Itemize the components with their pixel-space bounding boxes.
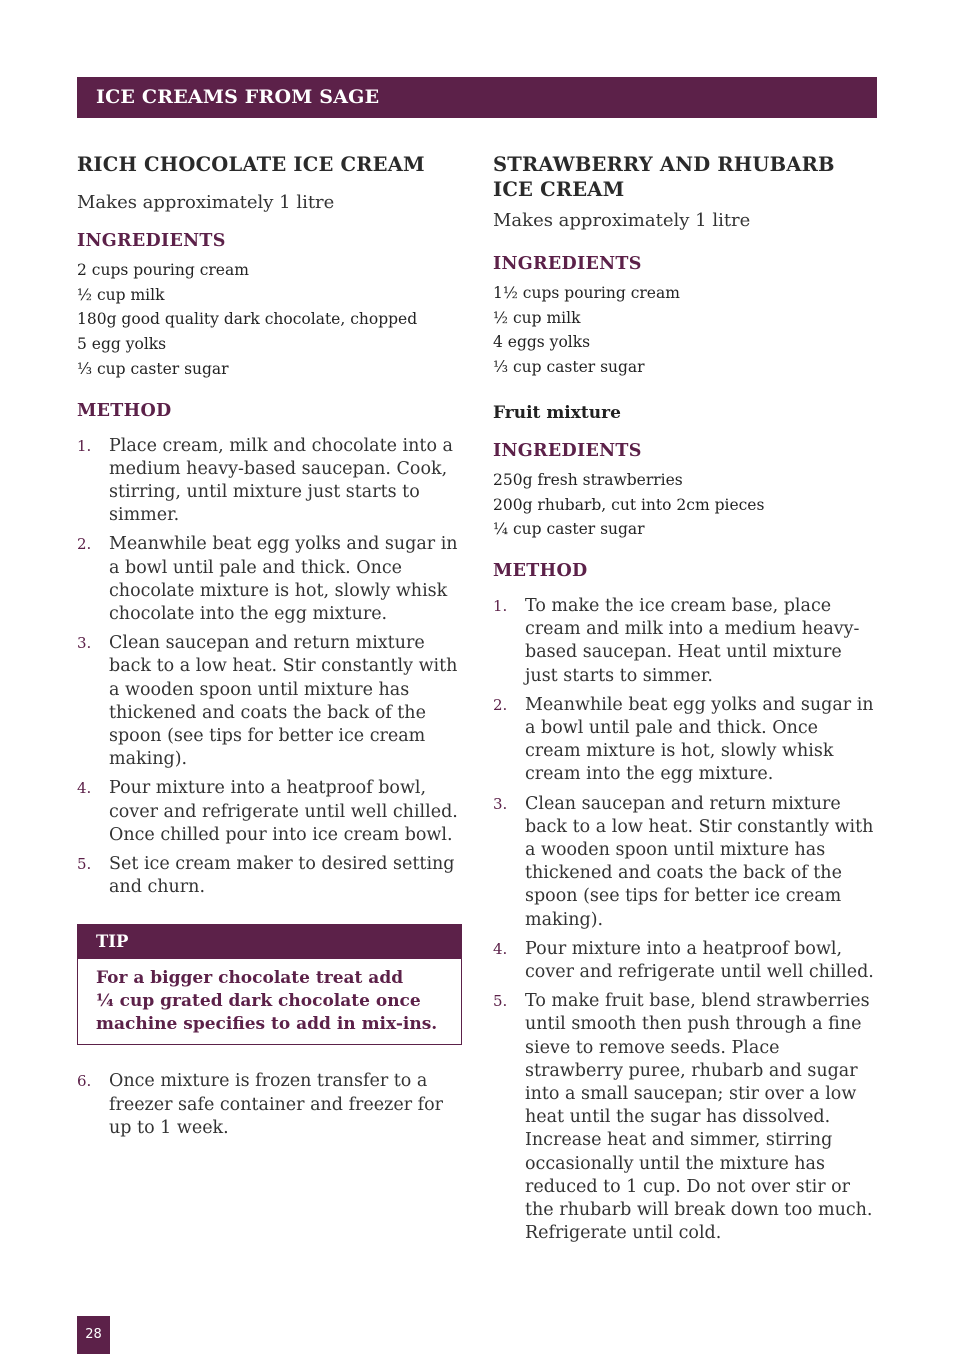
tip-text: For a bigger chocolate treat add ¼ cup grated dark chocolate once machine specifies to add in mix-ins. <box>96 968 438 1034</box>
method-list <box>77 435 462 900</box>
method-step <box>493 793 878 932</box>
method-step <box>493 990 878 1245</box>
page-number: 28 <box>77 1316 110 1354</box>
ingredient-item: 250g fresh strawberries <box>493 470 683 489</box>
recipe-yield: Makes approximately 1 litre <box>493 210 751 231</box>
step-text: Clean saucepan and return mixture back to a low heat. Stir constantly with a wooden spoon until mixture has thickened and coats the back of the spoon (see tips for better ice cream making). <box>109 633 458 770</box>
ingredient-item: 5 egg yolks <box>77 335 167 354</box>
fruit-ingredients-list <box>493 468 878 542</box>
step-number: 1. <box>493 596 508 615</box>
ingredient-item: 1½ cups pouring cream <box>493 284 680 302</box>
step-number: 5. <box>77 854 92 873</box>
method-list-continued <box>77 1070 462 1140</box>
step-number: 5. <box>493 992 508 1011</box>
step-text: Place cream, milk and chocolate into a medium heavy-based saucepan. Cook, stirring, until mixture just starts to simmer. <box>109 435 453 526</box>
recipe-yield: Makes approximately 1 litre <box>77 192 335 213</box>
method-step <box>77 1070 462 1140</box>
ingredients-heading: INGREDIENTS <box>493 254 642 274</box>
step-number: 4. <box>77 779 92 798</box>
ingredient-item: 2 cups pouring cream <box>77 261 249 279</box>
ingredient-item: ½ cup milk <box>77 285 165 304</box>
ingredient-item: 200g rhubarb, cut into 2cm pieces <box>493 495 765 514</box>
tip-box <box>77 924 462 1045</box>
step-text: Clean saucepan and return mixture back to a low heat. Stir constantly with a wooden spoon until mixture has thickened and coats the back of the spoon (see tips for better ice cream making). <box>525 793 874 930</box>
ingredient-item: 180g good quality dark chocolate, chopped <box>77 310 418 329</box>
step-number: 6. <box>77 1072 92 1091</box>
method-heading: METHOD <box>493 560 588 581</box>
recipe-title <box>493 152 878 202</box>
step-text: Meanwhile beat egg yolks and sugar in a bowl until pale and thick. Once chocolate mixture is hot, slowly whisk chocolate into the egg mixture. <box>109 534 458 624</box>
step-number: 2. <box>77 535 92 554</box>
step-number: 3. <box>493 794 508 813</box>
step-text: Pour mixture into a heatproof bowl, cover and refrigerate until well chilled. <box>525 938 874 982</box>
method-step <box>77 777 462 847</box>
method-step <box>77 533 462 626</box>
ingredient-item: ¼ cup caster sugar <box>493 520 645 539</box>
recipe-title-line: ICE CREAM <box>493 178 625 201</box>
left-column <box>77 152 462 1146</box>
right-column <box>493 152 878 1251</box>
fruit-mixture-heading: Fruit mixture <box>493 402 621 423</box>
step-number: 2. <box>493 695 508 714</box>
method-list <box>493 595 878 1245</box>
tip-heading: TIP <box>78 925 461 959</box>
method-step <box>493 595 878 688</box>
method-step <box>77 632 462 771</box>
ingredient-item: ⅓ cup caster sugar <box>77 359 229 378</box>
method-step <box>77 853 462 899</box>
step-number: 3. <box>77 634 92 653</box>
ingredient-item: 4 eggs yolks <box>493 333 591 352</box>
step-text: To make the ice cream base, place cream and milk into a medium heavy-based saucepan. Heat until mixture just starts to simmer. <box>525 595 860 686</box>
method-step <box>493 694 878 787</box>
ingredients-heading: INGREDIENTS <box>493 440 642 461</box>
recipe-title: RICH CHOCOLATE ICE CREAM <box>77 153 425 176</box>
ingredient-item: ½ cup milk <box>493 308 581 327</box>
ingredient-item: ⅓ cup caster sugar <box>493 358 645 377</box>
method-step <box>493 938 878 984</box>
ingredients-list <box>77 258 462 382</box>
recipe-title-line: STRAWBERRY AND RHUBARB <box>493 153 835 176</box>
step-text: Set ice cream maker to desired setting and churn. <box>109 853 455 898</box>
step-text: To make fruit base, blend strawberries until smooth then push through a fine sieve to remove seeds. Place strawberry puree, rhubarb and sugar into a small saucepan; stir over a low heat until the sugar has dissolved. Increase heat and simmer, stirring occasionally until the mixture has reduced to 1 cup. Do not over stir or the rhubarb will break down too much. Refrigerate until cold. <box>525 991 873 1244</box>
step-number: 1. <box>77 436 92 455</box>
section-banner: ICE CREAMS FROM SAGE <box>77 77 877 118</box>
method-step <box>77 435 462 528</box>
ingredients-heading: INGREDIENTS <box>77 231 226 251</box>
step-number: 4. <box>493 939 508 958</box>
ingredients-list <box>493 281 878 380</box>
step-text: Meanwhile beat egg yolks and sugar in a bowl until pale and thick. Once cream mixture is hot, slowly whisk cream into the egg mixture. <box>525 694 874 785</box>
step-text: Once mixture is frozen transfer to a freezer safe container and freezer for up to 1 week. <box>109 1071 444 1138</box>
step-text: Pour mixture into a heatproof bowl, cover and refrigerate until well chilled. Once chilled pour into ice cream bowl. <box>109 778 458 845</box>
method-heading: METHOD <box>77 400 172 421</box>
